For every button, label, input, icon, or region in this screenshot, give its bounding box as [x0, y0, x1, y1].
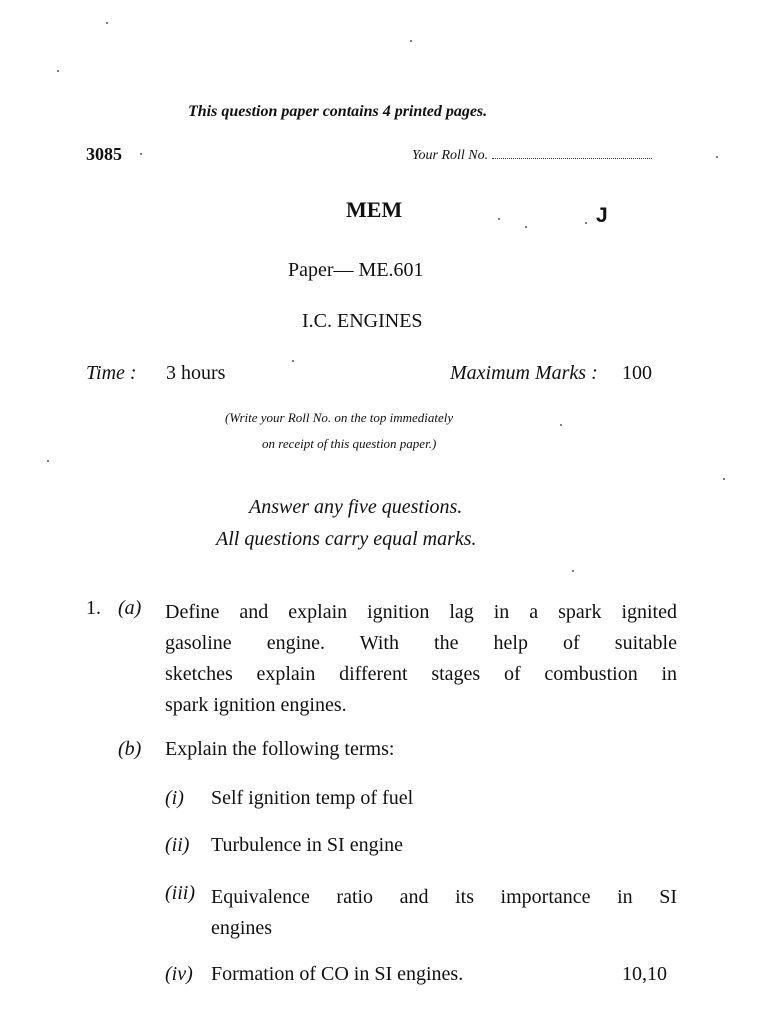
- scan-speck: [498, 218, 500, 220]
- scan-speck: [140, 153, 142, 155]
- scan-speck: [585, 222, 587, 224]
- scan-speck: [572, 570, 574, 572]
- max-marks-label: Maximum Marks :: [450, 362, 598, 384]
- subpart-text: [211, 882, 677, 944]
- subpart-text: Self ignition temp of fuel: [211, 787, 414, 809]
- question-number: 1.: [86, 597, 101, 619]
- time-label: Time :: [86, 362, 137, 384]
- scan-speck: [292, 360, 294, 362]
- part-a-line: Define and explain ignition lag in a spark ignited: [165, 601, 677, 623]
- subject-title: I.C. ENGINES: [302, 310, 423, 332]
- scan-speck: [525, 226, 527, 228]
- scan-speck: [716, 156, 718, 158]
- answer-instruction: Answer any five questions.: [249, 496, 463, 518]
- subpart-label: (iv): [165, 963, 193, 985]
- set-code: J: [596, 204, 608, 227]
- page-count-note: This question paper contains 4 printed pages.: [188, 103, 488, 120]
- subpart-line: engines: [211, 917, 273, 939]
- subpart-label: (ii): [165, 834, 190, 856]
- subpart-text: Turbulence in SI engine: [211, 834, 404, 856]
- part-a-text: [165, 597, 677, 721]
- scan-speck: [47, 460, 49, 462]
- question-marks: 10,10: [622, 963, 667, 985]
- scan-speck: [106, 22, 108, 24]
- roll-number-label: Your Roll No.: [412, 148, 489, 163]
- roll-number-blank: [492, 148, 652, 159]
- part-a-line: sketches explain different stages of combustion in: [165, 663, 677, 685]
- paper-number: Paper— ME.601: [288, 259, 424, 281]
- scan-speck: [723, 478, 725, 480]
- scan-speck: [410, 40, 412, 42]
- subpart-line: Equivalence ratio and its importance in SI: [211, 886, 677, 908]
- scan-speck: [560, 424, 562, 426]
- part-a-line: spark ignition engines.: [165, 694, 347, 716]
- roll-number-field: [412, 148, 652, 164]
- part-a-line: gasoline engine. With the help of suitable: [165, 632, 677, 654]
- subpart-text: Formation of CO in SI engines.: [211, 963, 464, 985]
- scan-speck: [57, 70, 59, 72]
- part-a-label-text: (a): [118, 597, 142, 619]
- program-code: MEM: [346, 197, 403, 222]
- time-value: 3 hours: [166, 362, 226, 384]
- marks-instruction: All questions carry equal marks.: [216, 528, 477, 550]
- subpart-label: (iii): [165, 882, 195, 904]
- roll-instruction-line2: on receipt of this question paper.): [262, 436, 437, 451]
- max-marks-value: 100: [622, 362, 652, 384]
- part-b-text: Explain the following terms:: [165, 738, 395, 760]
- part-b-label: (b): [118, 738, 142, 760]
- subpart-label: (i): [165, 787, 184, 809]
- paper-code: 3085: [86, 144, 122, 164]
- roll-instruction-line1: (Write your Roll No. on the top immediately: [225, 410, 454, 425]
- part-a-label: [118, 597, 141, 620]
